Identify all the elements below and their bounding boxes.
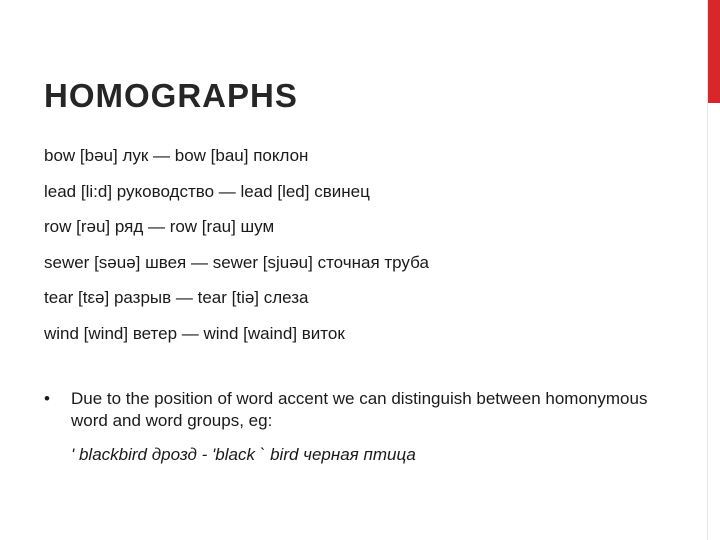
homograph-row-bow: bow [bəu] лук — bow [bau] поклон (44, 146, 309, 165)
slide-title: HOMOGRAPHS (44, 77, 298, 114)
bullet-text: Due to the position of word accent we can distinguish between homonymous word and word groups, eg: (71, 389, 648, 430)
accent-bar (708, 0, 720, 103)
homograph-row-row: row [rəu] ряд — row [rau] шум (44, 217, 275, 237)
homograph-list (44, 146, 664, 360)
homograph-row-lead: lead [li:d] руководство — lead [led] свинец (44, 181, 370, 201)
example-text: ' blackbird дрозд - 'black ` bird черная птица (71, 445, 416, 464)
bullet-item (44, 388, 664, 432)
homograph-row-tear: tear [tεə] разрыв — tear [tiə] слеза (44, 288, 309, 308)
bullet-marker: • (44, 389, 50, 408)
bullet-block (44, 388, 664, 466)
homograph-row-wind: wind [wind] ветер — wind [waind] виток (44, 323, 345, 343)
homograph-row-sewer: sewer [səuə] швея — sewer [sjuəu] сточная труба (44, 252, 429, 272)
